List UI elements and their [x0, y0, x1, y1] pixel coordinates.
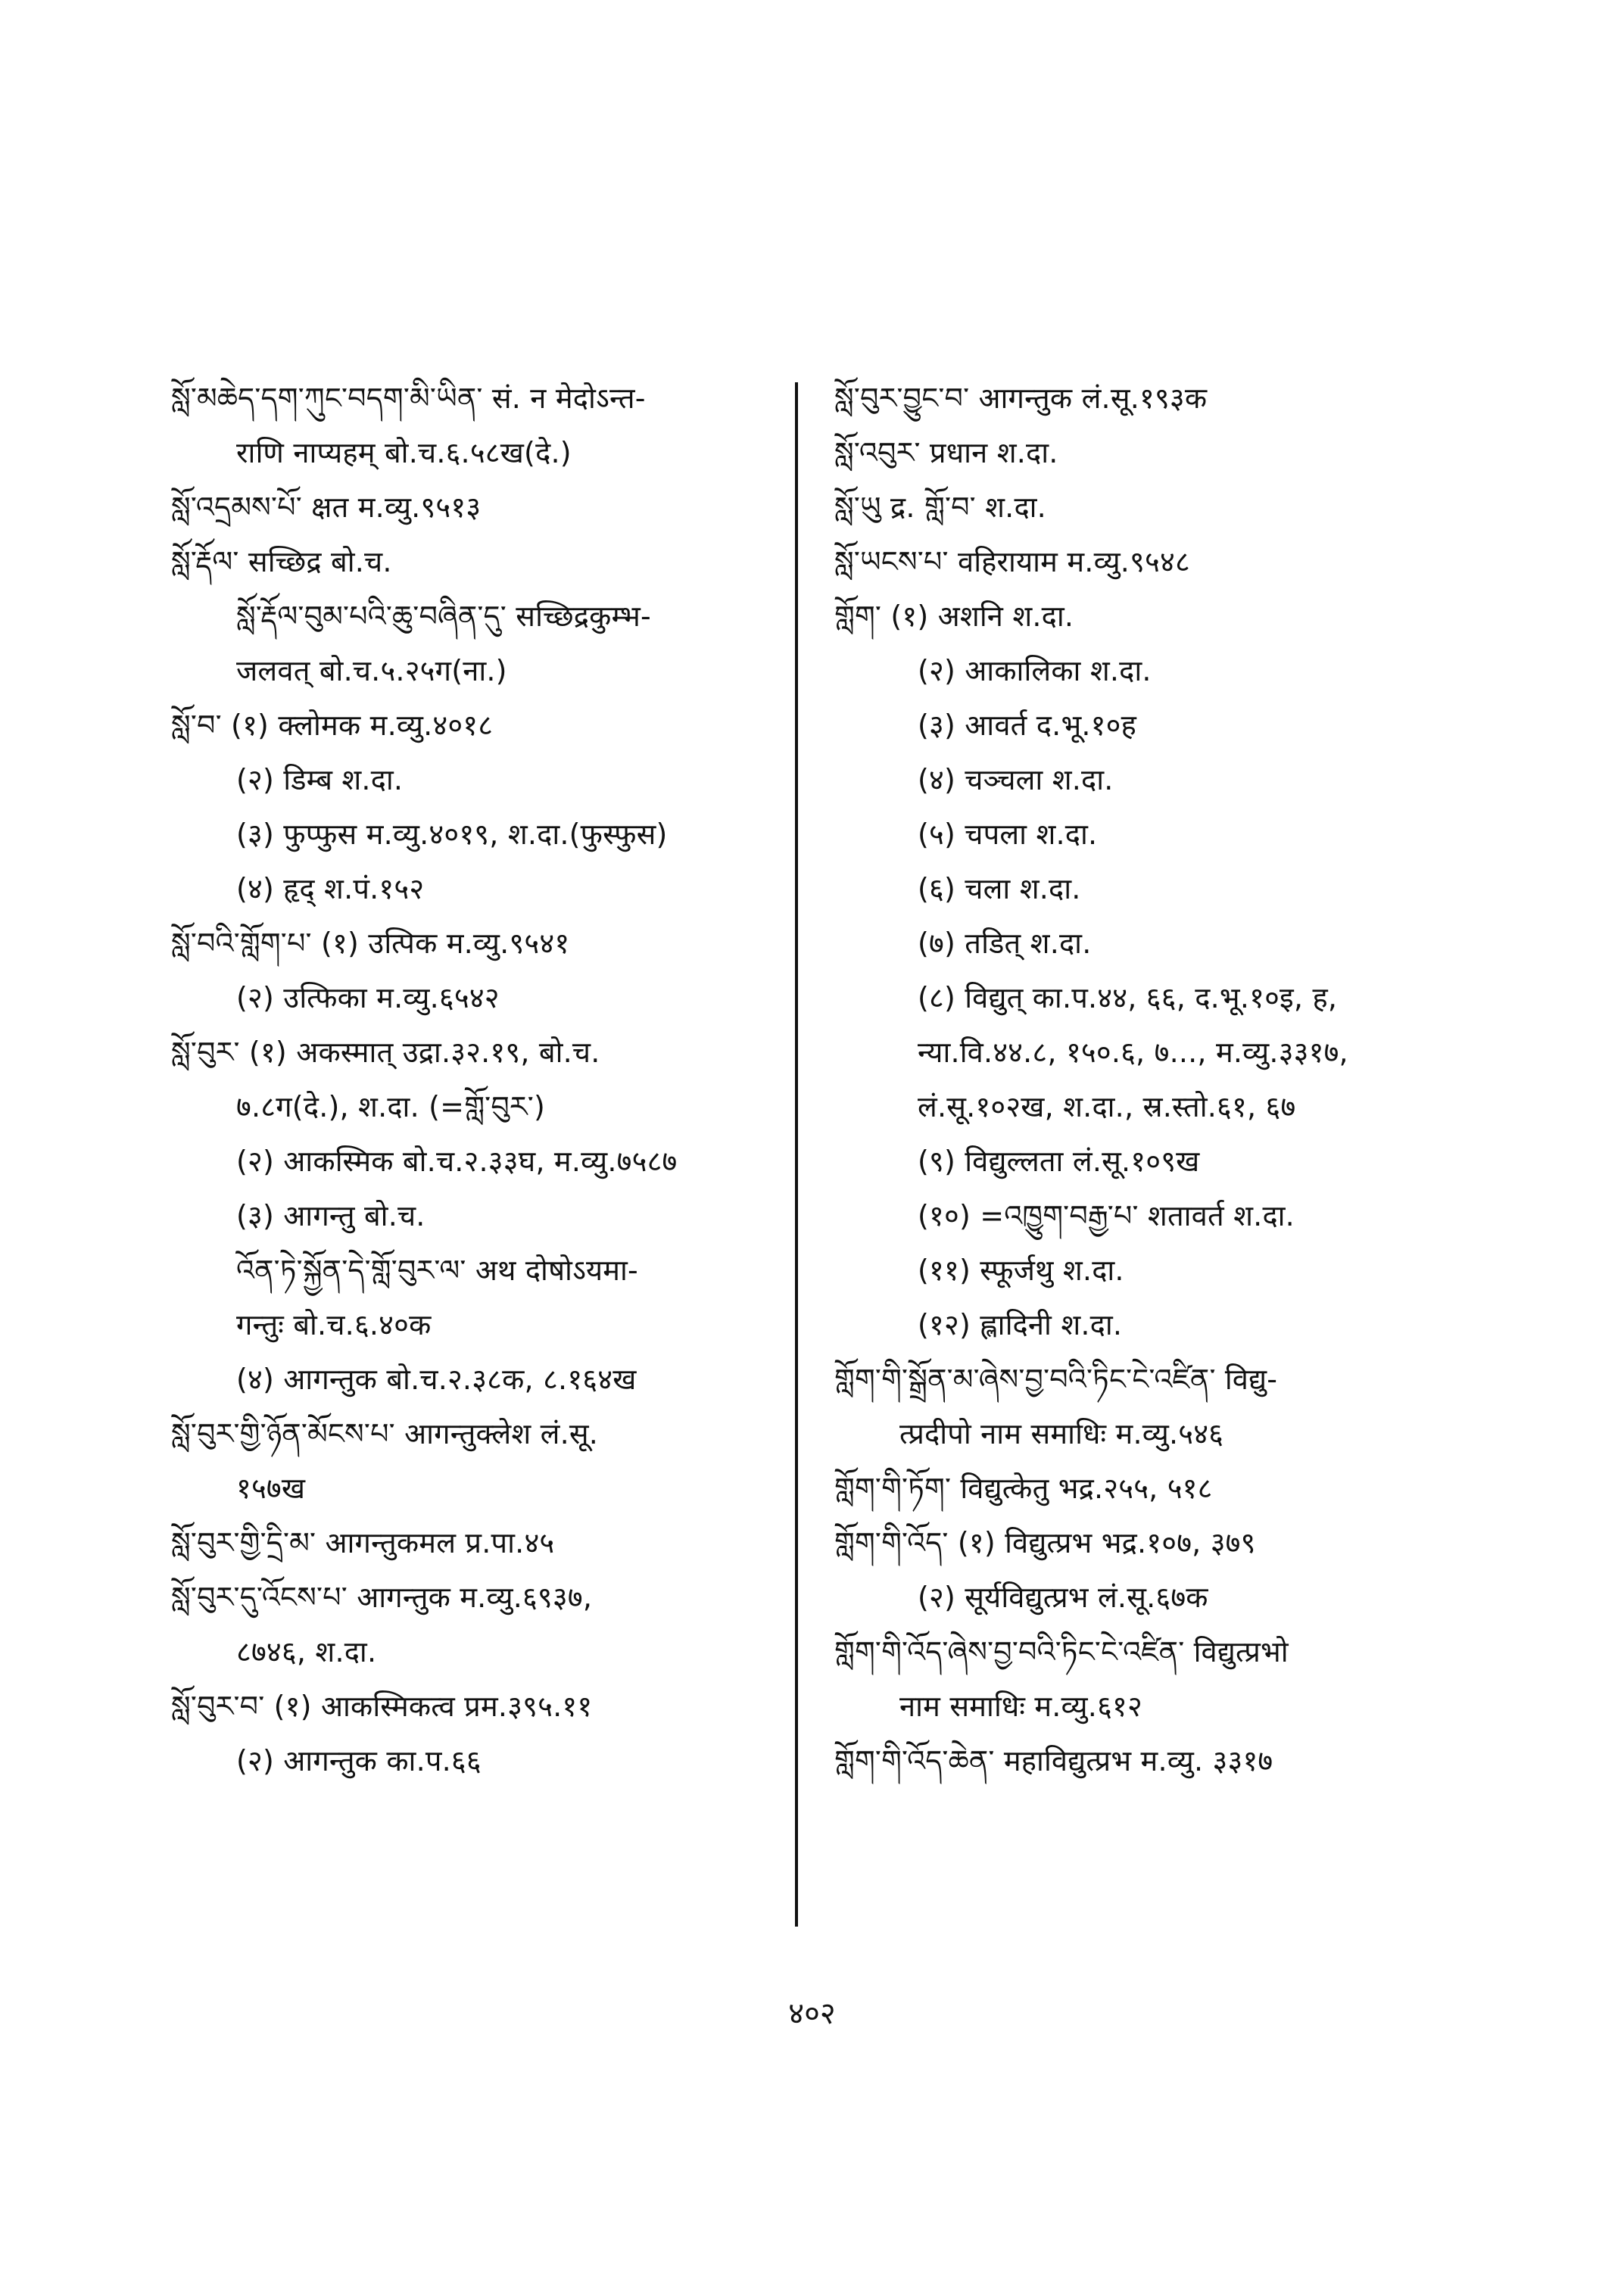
- dictionary-line: སློ་བུར་བྱུང་བ་ आगन्तुक लं.सू.१९३क: [834, 382, 1208, 415]
- dictionary-line: (२) उत्फिका म.व्यु.६५४२: [236, 981, 500, 1014]
- dictionary-line: जलवत् बो.च.५.२५ग(ना.): [236, 654, 507, 687]
- dictionary-line: སློ་རྡོལ་བུམ་པའི་ཆུ་བཞིན་དུ་ सच्छिद्रकुम्भ-: [236, 600, 651, 633]
- dictionary-line: राणि नाप्यहम् बो.च.६.५८ख(दे.): [236, 436, 572, 469]
- dictionary-line: गन्तुः बो.च.६.४०क: [236, 1308, 432, 1341]
- dictionary-line: न्या.वि.४४.८, १५०.६, ७..., म.व्यु.३३१७,: [918, 1036, 1348, 1069]
- dictionary-line: (१२) ह्लादिनी श.दा.: [918, 1308, 1123, 1341]
- dictionary-line: སློ་བུར་གྱི་དྲི་མ་ आगन्तुकमल प्र.पा.४५: [171, 1526, 555, 1559]
- dictionary-line: (२) आकस्मिक बो.च.२.३३घ, म.व्यु.७५८७: [236, 1145, 678, 1178]
- right-column: [834, 371, 1485, 1788]
- dictionary-line: སློ་བ་ (१) क्लोमक म.व्यु.४०१८: [171, 709, 494, 742]
- dictionary-line: སློ་མཆེད་དག་ཀུང་བདག་མི་ཡིན་ सं. न मेदोऽन्त-: [171, 382, 646, 415]
- dictionary-line: (३) आवर्त द.भू.१०ह: [918, 709, 1136, 742]
- dictionary-line: (२) आकालिका श.दा.: [918, 654, 1152, 687]
- dictionary-line: སློ་འདྲམས་པོ་ क्षत म.व्यु.९५१३: [171, 491, 482, 524]
- dictionary-line: སློ་རྡོལ་ सच्छिद्र बो.च.: [171, 545, 392, 578]
- dictionary-line: नाम समाधिः म.व्यु.६१२: [899, 1690, 1142, 1723]
- dictionary-line: ८७४६, श.दा.: [236, 1635, 377, 1668]
- dictionary-line: (६) चला श.दा.: [918, 872, 1081, 905]
- dictionary-line: (३) फुप्फुस म.व्यु.४०१९, श.दा.(फुस्फुस): [236, 818, 668, 851]
- dictionary-line: (१०) =འཁྱུག་བརྒྱ་པ་ शतावर्त श.दा.: [918, 1199, 1295, 1232]
- dictionary-line: (९) विद्युल्लता लं.सू.१०९ख: [918, 1145, 1200, 1178]
- dictionary-line: १५७ख: [236, 1472, 306, 1505]
- dictionary-line: སློ་བུར་དུ་འོངས་པ་ आगन्तुक म.व्यु.६९३७,: [171, 1581, 593, 1614]
- dictionary-line: སློ་བུར་ (१) अकस्मात् उद्रा.३२.१९, बो.च.: [171, 1036, 600, 1069]
- dictionary-line: སློ་ཡངས་པ་ वहिरायाम म.व्यु.९५४८: [834, 545, 1190, 578]
- dictionary-line: སློ་བུར་བ་ (१) आकस्मिकत्व प्रम.३९५.११: [171, 1690, 593, 1723]
- page-number: ४०२: [788, 1996, 836, 2031]
- dictionary-line: (४) चञ्चला श.दा.: [918, 763, 1114, 796]
- dictionary-line: གློག་གི་འོད་ཞེས་བྱ་བའི་ཏིང་ངེ་འཛིན་ विद्युत्प्रभो: [834, 1635, 1289, 1668]
- dictionary-line: གློག་གི་འོད་ (१) विद्युत्प्रभ भद्र.१०७, ३७९: [834, 1526, 1256, 1559]
- dictionary-line: འོན་ཏེ་སྐྱོན་དེ་གློ་བུར་ལ་ अथ दोषोऽयमा-: [236, 1254, 638, 1287]
- column-divider: [795, 382, 798, 1927]
- dictionary-line: གློག་གི་ཏོག་ विद्युत्केतु भद्र.२५५, ५१८: [834, 1472, 1213, 1505]
- dictionary-line: (३) आगन्तु बो.च.: [236, 1199, 425, 1232]
- dictionary-line: (७) तडित् श.दा.: [918, 927, 1092, 960]
- dictionary-line: སློ་བའི་གློག་པ་ (१) उत्पिक म.व्यु.९५४१: [171, 927, 570, 960]
- dictionary-line: त्प्रदीपो नाम समाधिः म.व्यु.५४६: [899, 1417, 1224, 1450]
- dictionary-line: (४) आगन्तुक बो.च.२.३८क, ८.१६४ख: [236, 1363, 637, 1396]
- dictionary-line: (२) डिम्ब श.दा.: [236, 763, 404, 796]
- dictionary-line: लं.सू.१०२ख, श.दा., स्र.स्तो.६१, ६७: [918, 1090, 1296, 1123]
- dictionary-line: སློ་ཡུ द्र. གློ་བ་ श.दा.: [834, 491, 1046, 524]
- dictionary-line: སློ་འབུར་ प्रधान श.दा.: [834, 436, 1058, 469]
- dictionary-line: (५) चपला श.दा.: [918, 818, 1098, 851]
- dictionary-line: (४) हृद् श.पं.१५२: [236, 872, 425, 905]
- dictionary-line: (२) सूर्यविद्युत्प्रभ लं.सू.६७क: [918, 1581, 1208, 1614]
- dictionary-line: (११) स्फूर्जथु श.दा.: [918, 1254, 1124, 1287]
- dictionary-line: སློ་བུར་གྱི་ཉོན་མོངས་པ་ आगन्तुक्लेश लं.सू.: [171, 1417, 599, 1450]
- left-column: [171, 371, 777, 1788]
- dictionary-line: (२) आगन्तुक का.प.६६: [236, 1744, 482, 1777]
- dictionary-line: (८) विद्युत् का.प.४४, ६६, द.भू.१०इ, ह,: [918, 981, 1338, 1014]
- dictionary-line: གློག་ (१) अशनि श.दा.: [834, 600, 1074, 633]
- dictionary-line: གློག་གི་སྒྲོན་མ་ཞེས་བྱ་བའི་ཏིང་ངེ་འཛིན་ विद्यु-: [834, 1363, 1278, 1396]
- dictionary-line: ७.८ग(दे.), श.दा. (=གློ་བུར་): [236, 1090, 545, 1123]
- dictionary-line: གློག་གི་འོད་ཆེན་ महाविद्युत्प्रभ म.व्यु. ३३१७: [834, 1744, 1273, 1777]
